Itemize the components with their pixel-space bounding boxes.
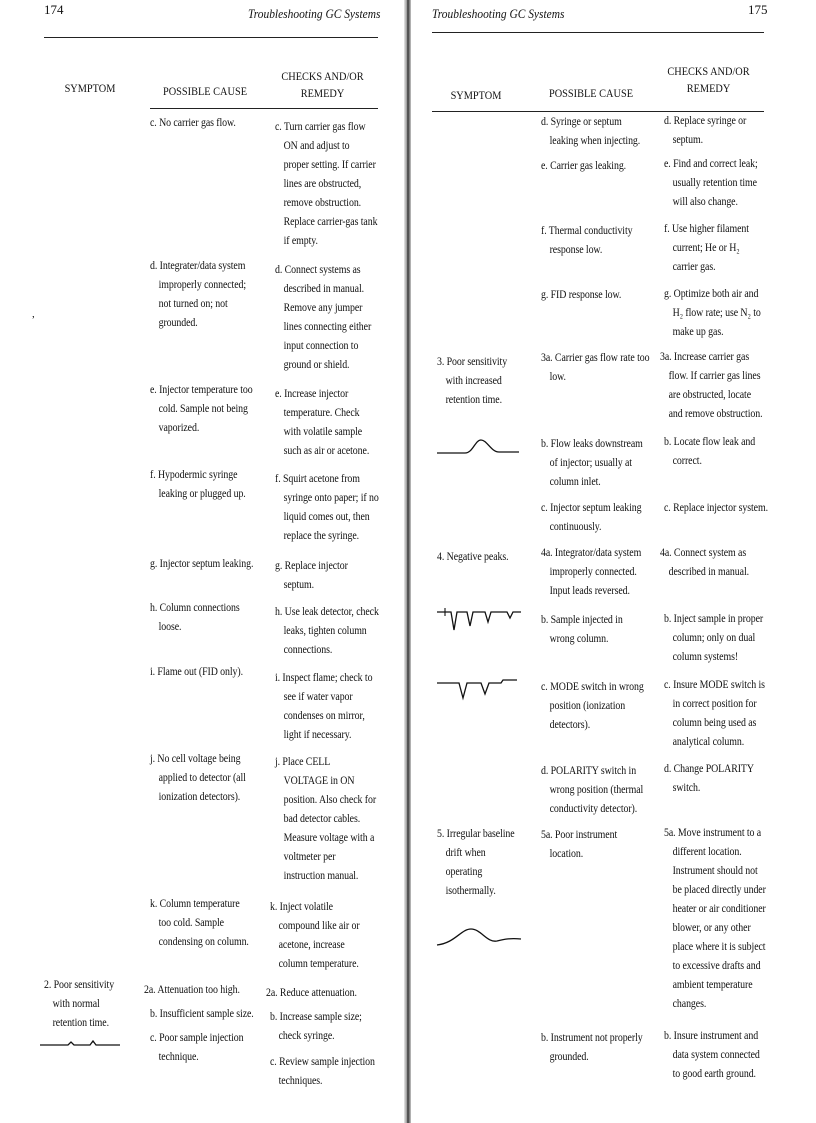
right-cause-4b: b. Sample injected in wrong column. — [541, 614, 623, 645]
left-remedy-e: e. Increase injector temperature. Check with volatile sample such as air or acetone. — [275, 388, 370, 457]
small-peaks-trace-icon — [40, 1036, 120, 1050]
left-cause-f: f. Hypodermic syringe leaking or plugged up. — [150, 469, 246, 500]
right-cause-5a: 5a. Poor instrument location. — [541, 829, 618, 860]
right-col-header-remedy: CHECKS AND/OR REMEDY — [667, 64, 750, 95]
right-cause-f: f. Thermal conductivity response low. — [541, 225, 633, 256]
right-remedy-3b: b. Locate flow leak and correct. — [664, 436, 756, 467]
right-cause-3b: b. Flow leaks downstream of injector; usually at column inlet. — [541, 438, 643, 488]
left-cause-c: c. No carrier gas flow. — [150, 117, 236, 129]
left-remedy-f: f. Squirt acetone from syringe onto paper; if no liquid comes out, then replace the syringe. — [275, 473, 379, 542]
right-remedy-3c: c. Replace injector system. — [664, 502, 768, 514]
left-cause-i: i. Flame out (FID only). — [150, 666, 243, 678]
left-cause-d: d. Integrater/data system improperly connected; not turned on; not grounded. — [150, 260, 247, 329]
left-cause-j: j. No cell voltage being applied to detector (all ionization detectors). — [150, 753, 246, 803]
right-symptom-5: 5. Irregular baseline drift when operating isothermally. — [437, 828, 515, 897]
broad-peak-trace-icon — [437, 438, 519, 458]
book-gutter — [404, 0, 411, 1123]
left-col-header-remedy: CHECKS AND/OR REMEDY — [281, 69, 364, 100]
right-cause-g: g. FID response low. — [541, 289, 622, 301]
negative-peaks-trace-icon — [437, 604, 521, 634]
left-remedy-j: j. Place CELL VOLTAGE in ON position. Also check for bad detector cables. Measure voltage with a voltmeter per instruction manual. — [275, 756, 377, 882]
left-remedy-i: i. Inspect flame; check to see if water vapor condenses on mirror, light if necessary. — [275, 672, 373, 741]
right-symptom-4: 4. Negative peaks. — [437, 551, 509, 563]
left-col-header-cause: POSSIBLE CAUSE — [162, 84, 248, 98]
stray-mark: , — [32, 308, 35, 320]
left-cause-h: h. Column connections loose. — [150, 602, 240, 633]
left-remedy-d: d. Connect systems as described in manual. Remove any jumper lines connecting either input connection to ground or shield. — [275, 264, 372, 371]
right-cause-e: e. Carrier gas leaking. — [541, 160, 627, 172]
left-cause-e: e. Injector temperature too cold. Sample not being vaporized. — [150, 384, 253, 434]
right-remedy-4a: 4a. Connect system as described in manual. — [660, 547, 749, 578]
right-cause-4a: 4a. Integrator/data system improperly connected. Input leads reversed. — [541, 547, 642, 597]
left-cause-2a: 2a. Attenuation too high. — [144, 984, 240, 996]
left-symptom-2: 2. Poor sensitivity with normal retention time. — [44, 979, 115, 1029]
left-remedy-g: g. Replace injector septum. — [275, 560, 348, 591]
left-cause-2c: c. Poor sample injection technique. — [150, 1032, 244, 1063]
left-running-head: Troubleshooting GC Systems — [248, 6, 381, 21]
right-cause-5b: b. Instrument not properly grounded. — [541, 1032, 643, 1063]
right-remedy-5a: 5a. Move instrument to a different location. Instrument should not be placed directly under heater or air conditioner blower, or any other place where it is subject to excessive drafts and ambient temperature changes. — [664, 827, 766, 1010]
right-running-head: Troubleshooting GC Systems — [432, 6, 565, 21]
right-remedy-4c: c. Insure MODE switch is in correct position for column being used as analytical column. — [664, 679, 765, 748]
right-remedy-e: e. Find and correct leak; usually retention time will also change. — [664, 158, 758, 208]
right-cause-d: d. Syringe or septum leaking when injecting. — [541, 116, 641, 147]
right-remedy-5b: b. Insure instrument and data system connected to good earth ground. — [664, 1030, 760, 1080]
left-page-number: 174 — [44, 2, 64, 17]
baseline-drift-trace-icon — [437, 925, 521, 951]
right-cause-3a: 3a. Carrier gas flow rate too low. — [541, 352, 650, 383]
right-remedy-f: f. Use higher filament current; He or H₂ carrier gas. — [664, 223, 749, 273]
right-page-number: 175 — [748, 2, 768, 17]
right-symptom-3: 3. Poor sensitivity with increased retention time. — [437, 356, 508, 406]
right-remedy-4d: d. Change POLARITY switch. — [664, 763, 754, 794]
right-col-header-symptom: SYMPTOM — [450, 88, 502, 102]
right-remedy-4b: b. Inject sample in proper column; only on dual column systems! — [664, 613, 764, 663]
left-cause-2b: b. Insufficient sample size. — [150, 1008, 254, 1020]
right-header-rule — [432, 32, 764, 33]
left-remedy-c: c. Turn carrier gas flow ON and adjust to proper setting. If carrier lines are obstructed, remove obstruction. Replace carrier-gas tank if empty. — [275, 121, 378, 247]
right-remedy-d: d. Replace syringe or septum. — [664, 115, 747, 146]
right-cause-3c: c. Injector septum leaking continuously. — [541, 502, 642, 533]
left-remedy-h: h. Use leak detector, check leaks, tighten column connections. — [275, 606, 379, 656]
left-remedy-2c: c. Review sample injection techniques. — [270, 1056, 375, 1087]
left-cause-g: g. Injector septum leaking. — [150, 558, 254, 570]
left-remedy-k: k. Inject volatile compound like air or acetone, increase column temperature. — [270, 901, 360, 970]
left-header-rule — [44, 37, 378, 38]
right-cause-4c: c. MODE switch in wrong position (ionization detectors). — [541, 681, 644, 731]
left-cause-k: k. Column temperature too cold. Sample condensing on column. — [150, 898, 249, 948]
right-remedy-3a: 3a. Increase carrier gas flow. If carrier gas lines are obstructed, locate and remove obstruction. — [660, 351, 763, 420]
left-remedy-2b: b. Increase sample size; check syringe. — [270, 1011, 362, 1042]
right-cause-4d: d. POLARITY switch in wrong position (thermal conductivity detector). — [541, 765, 644, 815]
left-table-rule — [150, 108, 378, 109]
left-remedy-2a: 2a. Reduce attenuation. — [266, 987, 357, 999]
left-col-header-symptom: SYMPTOM — [64, 81, 116, 95]
inverted-peaks-trace-icon — [437, 674, 519, 702]
right-col-header-cause: POSSIBLE CAUSE — [548, 86, 634, 100]
right-remedy-g: g. Optimize both air and H₂ flow rate; use N₂ to make up gas. — [664, 288, 761, 338]
